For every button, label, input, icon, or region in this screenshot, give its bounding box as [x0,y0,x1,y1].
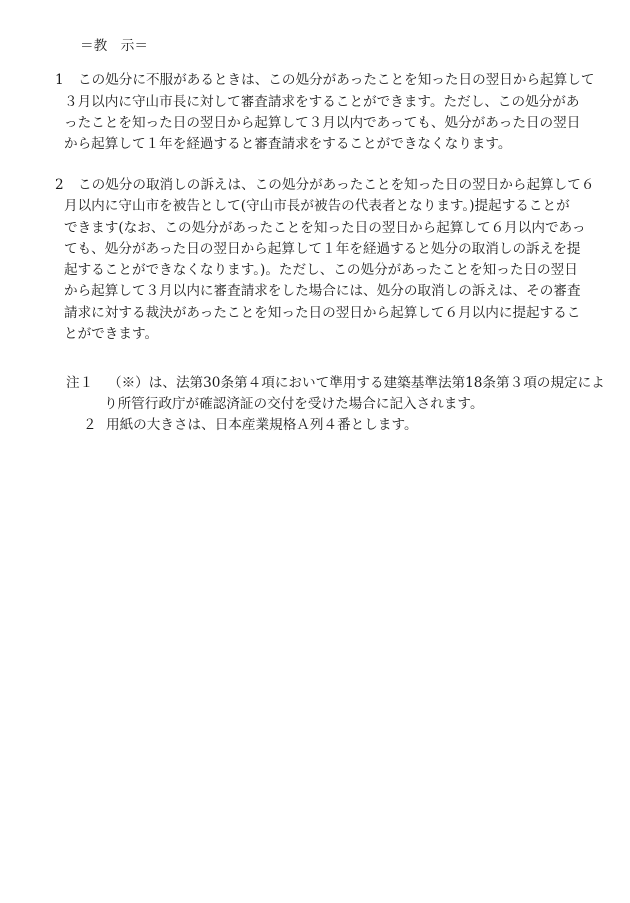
item-line: ったことを知った日の翌日から起算して３月以内であっても、処分があった日の翌日 [64,115,581,131]
item-line: ３月以内に守山市長に対して審査請求をすることができます。ただし、この処分があ [64,94,580,110]
item-line: とができます。 [64,326,159,342]
item-number: 1 [55,72,64,88]
heading: ＝教 示＝ [80,38,148,54]
item-line: から起算して１年を経過すると審査請求をすることができなくなります。 [64,136,512,152]
item-number: 2 [55,177,64,193]
item-line: 請求に対する裁決があったことを知った日の翌日から起算して６月以内に提起するこ [64,305,581,321]
note-2-text: 用紙の大きさは、日本産業規格Ａ列４番とします。 [106,417,418,433]
note-2-number: ２ [83,417,97,433]
item-line: この処分の取消しの訴えは、この処分があったことを知った日の翌日から起算して６ [78,177,595,193]
note-label: 注１ [66,375,94,391]
item-line: 月以内に守山市を被告として(守山市長が被告の代表者となります。)提起することが [64,198,570,214]
note-1-line: り所管行政庁が確認済証の交付を受けた場合に記入されます。 [104,396,484,412]
item-line: この処分に不服があるときは、この処分があったことを知った日の翌日から起算して [78,72,595,88]
item-line: から起算して３月以内に審査請求をした場合には、処分の取消しの訴えは、その審査 [64,283,581,299]
note-1-line: （※）は、法第30条第４項において準用する建築基準法第18条第３項の規定によ [108,375,605,391]
item-line: できます(なお、この処分があったことを知った日の翌日から起算して６月以内であっ [64,220,586,236]
item-line: 起することができなくなります。)。ただし、この処分があったことを知った日の翌日 [64,262,578,278]
item-line: ても、処分があった日の翌日から起算して１年を経過すると処分の取消しの訴えを提 [64,241,581,257]
